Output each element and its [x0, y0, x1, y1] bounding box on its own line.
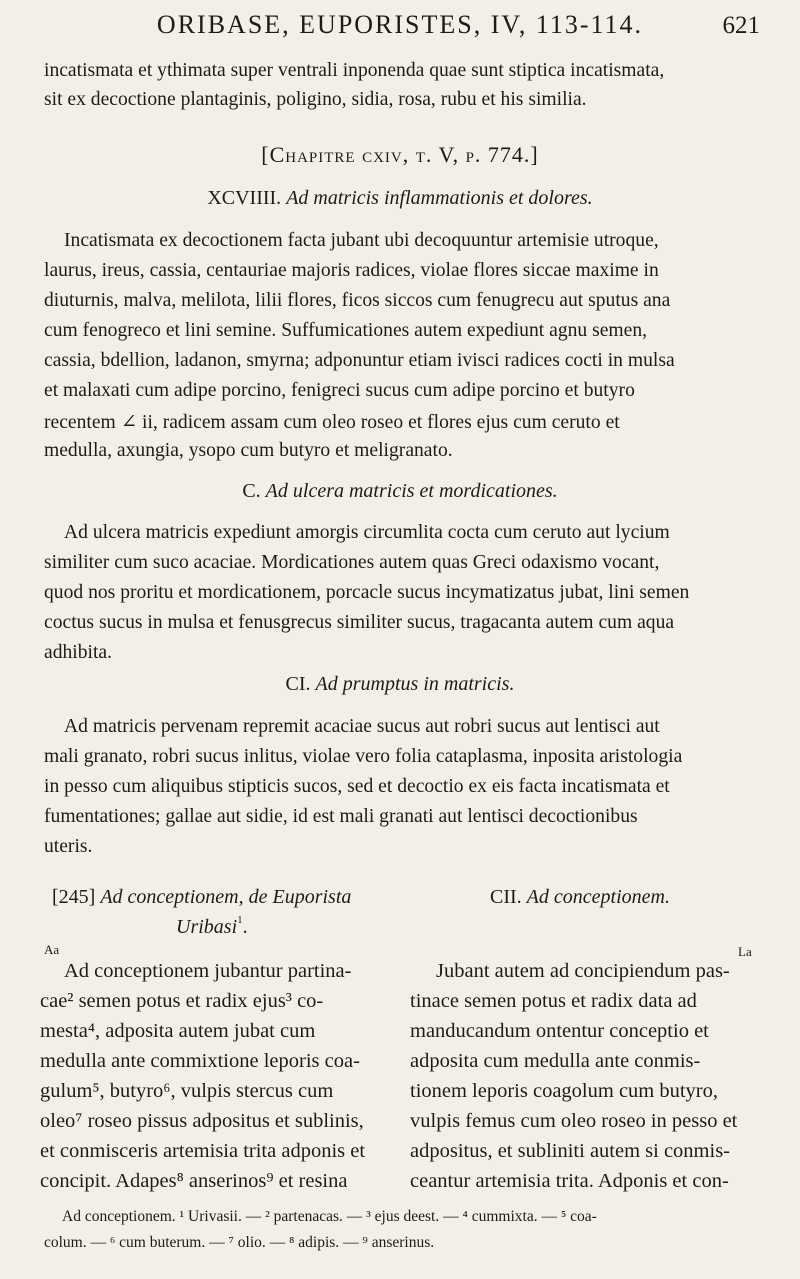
left-column-title: Ad conceptionem, de Euporista	[100, 886, 352, 908]
text-line: coctus sucus in mulsa et fenusgrecus similiter sucus, tragacanta autem cum aqua	[44, 612, 675, 633]
right-column-title: Ad conceptionem.	[526, 886, 670, 908]
right-text-line: adpositus, et subliniti autem si conmis-	[410, 1140, 731, 1162]
text-line: sit ex decoctione plantaginis, poligino, sidia, rosa, rubu et his similia.	[44, 89, 587, 110]
left-siglum: Aa	[44, 942, 60, 957]
left-text-line: et conmisceris artemisia trita adponis et	[40, 1140, 366, 1162]
text-line: Ad matricis pervenam repremit acaciae sucus aut robri sucus aut lentisci aut	[64, 716, 660, 737]
text-line: mali granato, robri sucus inlitus, violae vero folia cataplasma, inposita aristologia	[44, 746, 683, 767]
text-line: diuturnis, malva, melilota, lilii flores, ficos siccos cum fenugrecu aut sputus ana	[44, 290, 671, 311]
section-title: Ad matricis inflammationis et dolores.	[286, 187, 593, 209]
right-text-line: vulpis femus cum oleo roseo in pesso et	[410, 1110, 738, 1132]
left-text-line: oleo⁷ roseo pissus adpositus et sublinis,	[40, 1110, 364, 1132]
footnote-ref: 1	[237, 914, 243, 926]
section-number: C.	[242, 480, 261, 502]
text-line: medulla, axungia, ysopo cum butyro et meligranato.	[44, 440, 453, 461]
running-title: ORIBASE, EUPORISTES, IV, 113-114.	[156, 10, 644, 39]
right-text-line: tionem leporis coagolum cum butyro,	[410, 1080, 719, 1102]
title-period: .	[242, 916, 248, 938]
left-text-line: gulum⁵, butyro⁶, vulpis stercus cum	[40, 1080, 334, 1102]
section-heading-101	[0, 673, 800, 696]
footnote-line: colum. — ⁶ cum buterum. — ⁷ olio. — ⁸ adipis. — ⁹ anserinus.	[44, 1234, 435, 1251]
right-text-line: tinace semen potus et radix data ad	[410, 990, 697, 1012]
text-line: uteris.	[44, 836, 93, 857]
footnote-line: Ad conceptionem. ¹ Urivasii. — ² partenacas. — ³ ejus deest. — ⁴ cummixta. — ⁵ coa-	[62, 1208, 597, 1225]
left-column-heading	[52, 886, 351, 909]
title-part: Uribasi	[176, 916, 238, 938]
left-text-line: Ad conceptionem jubantur partina-	[64, 960, 352, 982]
right-text-line: Jubant autem ad concipiendum pas-	[436, 960, 730, 982]
section-number: XCVIIII.	[207, 187, 282, 209]
text-line: cassia, bdellion, ladanon, smyrna; adponuntur etiam ivisci radices cocti in mulsa	[44, 350, 675, 371]
right-column-heading	[490, 886, 670, 909]
chapter-reference: [Chapitre cxiv, t. V, p. 774.]	[261, 142, 539, 167]
page-number: 621	[722, 12, 760, 39]
left-column-title-continued	[176, 916, 248, 939]
section-title: Ad prumptus in matricis.	[315, 673, 515, 695]
text-line: incatismata et ythimata super ventrali inponenda quae sunt stiptica incatismata,	[44, 60, 665, 81]
text-line: laurus, ireus, cassia, centauriae majoris radices, violae flores siccae maxime in	[44, 260, 659, 281]
left-text-line: medulla ante commixtione leporis coa-	[40, 1050, 360, 1072]
text-line: adhibita.	[44, 642, 113, 663]
text-line: et malaxati cum adipe porcino, fenigreci sucus cum adipe porcino et butyro	[44, 380, 635, 401]
right-text-line: ceantur artemisia trita. Adponis et con-	[410, 1170, 729, 1192]
text-line: in pesso cum aliquibus stipticis sucos, sed et decoctio ex eis facta incatismata et	[44, 776, 670, 797]
section-title: Ad ulcera matricis et mordicationes.	[265, 480, 558, 502]
text-line: recentem ∠ ii, radicem assam cum oleo roseo et flores ejus cum ceruto et	[44, 412, 620, 433]
section-bracket-number: [245]	[52, 886, 96, 908]
text-line: similiter cum suco acaciae. Mordicationes autem quas Greci odaxismo vocant,	[44, 552, 660, 573]
text-line: cum fenogreco et lini semine. Suffumicationes autem expediunt agnu semen,	[44, 320, 648, 341]
right-text-line: adposita cum medulla ante conmis-	[410, 1050, 701, 1072]
section-heading-98	[0, 187, 800, 210]
text-line: Ad ulcera matricis expediunt amorgis circumlita cocta cum ceruto aut lycium	[64, 522, 670, 543]
left-text-line: concipit. Adapes⁸ anserinos⁹ et resina	[40, 1170, 348, 1192]
right-text-line: manducandum ontentur conceptio et	[410, 1020, 709, 1042]
text-line: Incatismata ex decoctionem facta jubant ubi decoquuntur artemisie utroque,	[64, 230, 659, 251]
right-siglum: La	[738, 944, 752, 959]
text-line: quod nos proritu et mordicationem, porcacle sucus incymatizatus jubat, lini semen	[44, 582, 690, 603]
left-text-line: cae² semen potus et radix ejus³ co-	[40, 990, 324, 1012]
section-number: CII.	[490, 886, 522, 908]
section-number: CI.	[285, 673, 311, 695]
left-text-line: mesta⁴, adposita autem jubat cum	[40, 1020, 316, 1042]
text-line: fumentationes; gallae aut sidie, id est mali granati aut lentisci decoctionibus	[44, 806, 638, 827]
section-heading-100	[0, 480, 800, 503]
